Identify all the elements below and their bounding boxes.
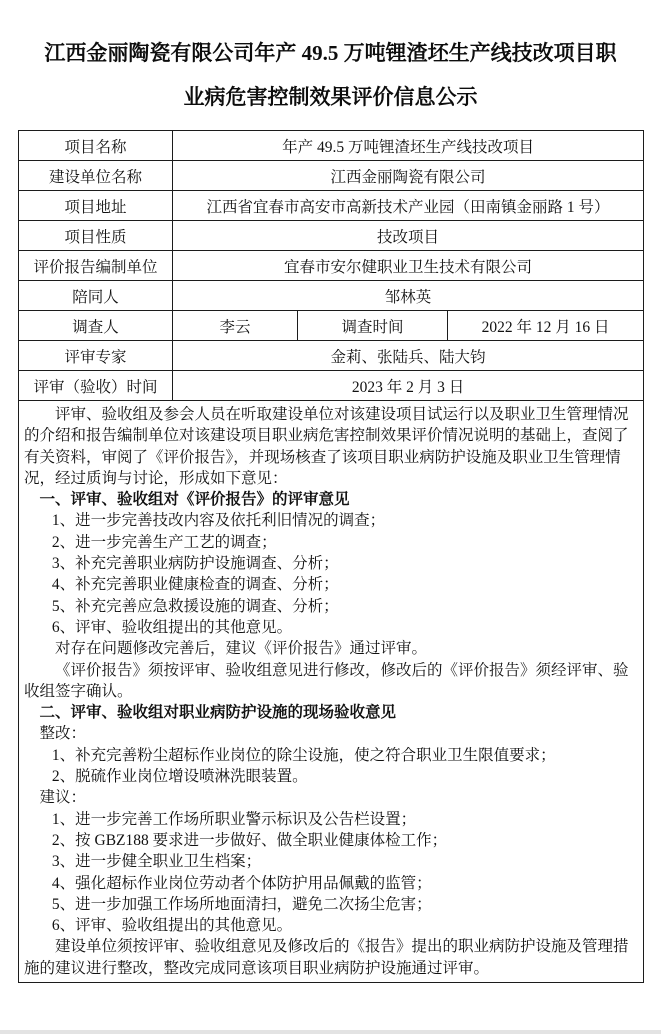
info-value-report-compiler: 宜春市安尔健职业卫生技术有限公司 [173, 251, 644, 281]
info-table [18, 130, 644, 983]
section-1-item: 4、补充完善职业健康检查的调查、分析； [51, 576, 339, 594]
document-page [0, 31, 661, 1034]
info-value-construction-unit: 江西金丽陶瓷有限公司 [173, 161, 644, 191]
bottom-edge-bar [0, 1030, 661, 1034]
info-value-review-time: 2023 年 2 月 3 日 [173, 371, 644, 401]
info-label-project-nature: 项目性质 [19, 221, 173, 251]
info-value-accompanying-person: 邹林英 [173, 281, 644, 311]
info-label-construction-unit: 建设单位名称 [19, 161, 173, 191]
section-1-revision-note: 《评价报告》须按评审、验收组意见进行修改，修改后的《评价报告》须经评审、验收组签字确认。 [24, 661, 629, 700]
table-row-review-experts [19, 341, 644, 371]
section-1-item: 2、进一步完善生产工艺的调查； [51, 533, 277, 551]
info-label-accompanying-person: 陪同人 [19, 281, 173, 311]
table-row-opinion [19, 401, 644, 983]
info-label-investigation-time: 调查时间 [298, 311, 448, 341]
suggestion-item: 4、强化超标作业岗位劳动者个体防护用品佩戴的监管； [51, 874, 432, 892]
section-1-heading: 一、评审、验收组对《评价报告》的评审意见 [39, 491, 350, 509]
info-value-project-name: 年产 49.5 万吨锂渣坯生产线技改项目 [173, 131, 644, 161]
page-title-line-1: 江西金丽陶瓷有限公司年产 49.5 万吨锂渣坯生产线技改项目职 [44, 41, 617, 65]
suggestion-item: 5、进一步加强工作场所地面清扫，避免二次扬尘危害； [51, 895, 432, 913]
section-1-item: 3、补充完善职业病防护设施调查、分析； [51, 555, 339, 573]
page-title [14, 31, 647, 119]
rectification-subhead: 整改： [39, 725, 87, 743]
info-value-investigation-time: 2022 年 12 月 16 日 [448, 311, 644, 341]
section-1-item: 5、补充完善应急救援设施的调查、分析； [51, 597, 339, 615]
table-row-project-name [19, 131, 644, 161]
section-2-heading: 二、评审、验收组对职业病防护设施的现场验收意见 [39, 704, 397, 722]
table-row-investigator [19, 311, 644, 341]
info-label-project-address: 项目地址 [19, 191, 173, 221]
rectification-item: 2、脱硫作业岗位增设喷淋洗眼装置。 [51, 768, 308, 786]
section-1-item: 1、进一步完善技改内容及依托利旧情况的调查； [51, 512, 386, 530]
info-value-project-address: 江西省宜春市高安市高新技术产业园（田南镇金丽路 1 号） [173, 191, 644, 221]
info-label-review-time: 评审（验收）时间 [19, 371, 173, 401]
suggestion-item: 1、进一步完善工作场所职业警示标识及公告栏设置； [51, 810, 417, 828]
rectification-item: 1、补充完善粉尘超标作业岗位的除尘设施，使之符合职业卫生限值要求； [51, 746, 556, 764]
page-title-line-2: 业病危害控制效果评价信息公示 [183, 85, 478, 109]
section-1-item: 6、评审、验收组提出的其他意见。 [51, 618, 293, 636]
info-value-review-experts: 金莉、张陆兵、陆大钧 [173, 341, 644, 371]
table-row-project-address [19, 191, 644, 221]
info-label-project-name: 项目名称 [19, 131, 173, 161]
info-label-investigator: 调查人 [19, 311, 173, 341]
suggestion-item: 2、按 GBZ188 要求进一步做好、做全职业健康体检工作； [51, 831, 448, 849]
final-conclusion-paragraph: 建设单位须按评审、验收组意见及修改后的《报告》提出的职业病防护设施及管理措施的建议进行整改，整改完成同意该项目职业病防护设施通过评审。 [24, 938, 629, 977]
table-row-project-nature [19, 221, 644, 251]
opinion-cell [19, 401, 644, 983]
info-value-project-nature: 技改项目 [173, 221, 644, 251]
table-row-construction-unit [19, 161, 644, 191]
table-row-review-time [19, 371, 644, 401]
info-value-investigator: 李云 [173, 311, 298, 341]
table-row-report-compiler [19, 251, 644, 281]
opinion-intro-paragraph: 评审、验收组及参会人员在听取建设单位对该建设项目试运行以及职业卫生管理情况的介绍和报告编制单位对该建设项目职业病危害控制效果评价情况说明的基础上，查阅了有关资料，审阅了《评价报告》，并现场核查了该项目职业病防护设施及职业卫生管理情况，经过质询与讨论，形成如下意见： [24, 406, 629, 487]
suggestion-subhead: 建议： [39, 789, 87, 807]
suggestion-item: 6、评审、验收组提出的其他意见。 [51, 917, 293, 935]
info-label-review-experts: 评审专家 [19, 341, 173, 371]
section-1-conclusion: 对存在问题修改完善后，建议《评价报告》通过评审。 [55, 640, 428, 658]
table-row-accompanying-person [19, 281, 644, 311]
info-label-report-compiler: 评价报告编制单位 [19, 251, 173, 281]
suggestion-item: 3、进一步健全职业卫生档案； [51, 853, 262, 871]
